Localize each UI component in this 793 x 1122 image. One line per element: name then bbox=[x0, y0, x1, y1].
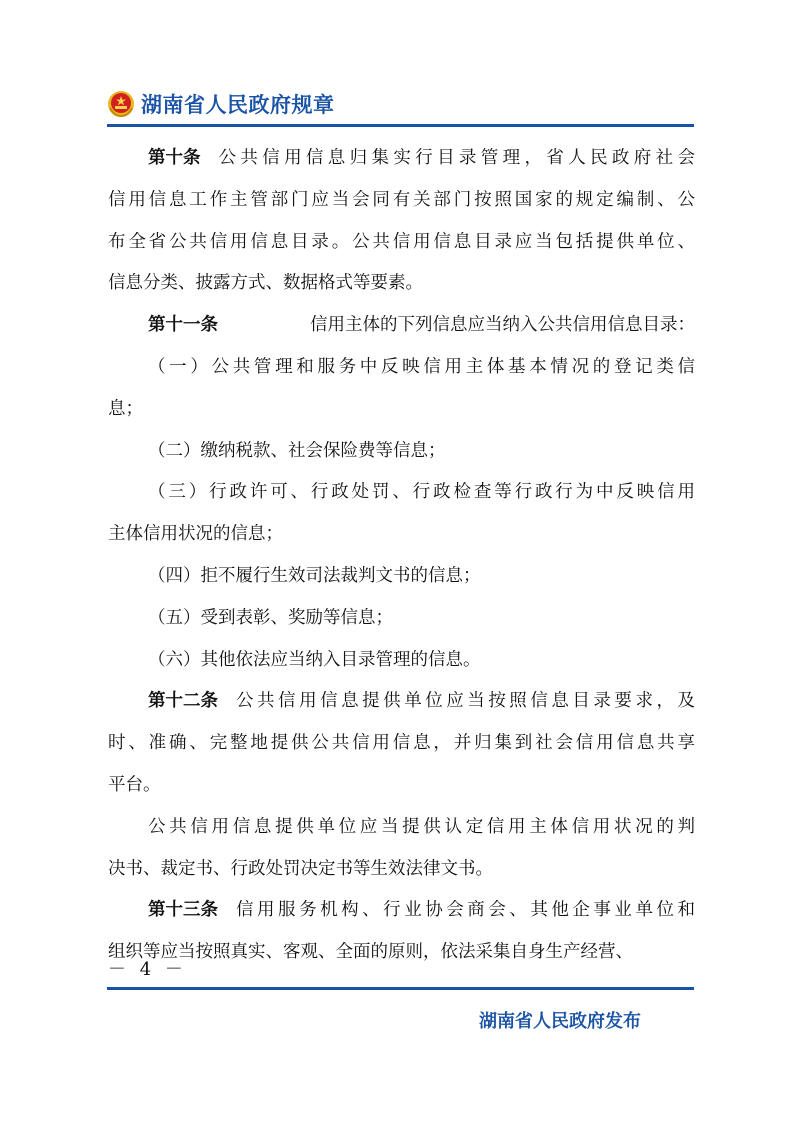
text-line-content: 信用服务机构、行业协会商会、其他企事业单位和 bbox=[236, 900, 695, 921]
text-line bbox=[108, 765, 695, 807]
text-line-content: 布全省公共信用信息目录。公共信用信息目录应当包括提供单位、 bbox=[108, 231, 695, 252]
text-line bbox=[108, 389, 695, 431]
text-line-content: （一）公共管理和服务中反映信用主体基本情况的登记类信 bbox=[148, 356, 695, 377]
article-number: 第十条 bbox=[148, 148, 201, 168]
text-line bbox=[108, 180, 695, 222]
page-header bbox=[107, 86, 335, 122]
header-title: 湖南省人民政府规章 bbox=[141, 93, 335, 117]
page-number: － 4 － bbox=[108, 959, 187, 980]
text-line-content: （三）行政许可、行政处罚、行政检查等行政行为中反映信用 bbox=[148, 482, 695, 503]
text-line bbox=[108, 807, 695, 849]
text-line bbox=[108, 890, 695, 932]
text-line bbox=[108, 222, 695, 264]
header-divider bbox=[107, 124, 694, 127]
footer-publisher: 湖南省人民政府发布 bbox=[479, 1011, 641, 1032]
text-line bbox=[108, 598, 695, 640]
article-number: 第十三条 bbox=[148, 900, 218, 921]
text-line-content: 组织等应当按照真实、客观、全面的原则，依法采集自身生产经营、 bbox=[108, 942, 633, 963]
text-line-content: 主体信用状况的信息； bbox=[108, 524, 283, 545]
text-line-content: 信息分类、披露方式、数据格式等要素。 bbox=[108, 273, 423, 294]
text-line-content: （六）其他依法应当纳入目录管理的信息。 bbox=[148, 649, 481, 670]
text-line bbox=[108, 514, 695, 556]
text-line bbox=[108, 681, 695, 723]
text-line-content: （二）缴纳税款、社会保险费等信息； bbox=[148, 440, 446, 461]
article-number: 第十二条 bbox=[148, 691, 218, 712]
text-line-content: 时、准确、完整地提供公共信用信息，并归集到社会信用信息共享 bbox=[108, 733, 695, 754]
text-line-content: 平台。 bbox=[108, 774, 161, 795]
text-line bbox=[108, 932, 695, 974]
footer-divider bbox=[107, 987, 694, 990]
text-line bbox=[108, 849, 695, 891]
article-number: 第十一条 bbox=[148, 315, 218, 336]
text-line-content: （五）受到表彰、奖励等信息； bbox=[148, 607, 393, 628]
national-emblem-icon bbox=[107, 90, 135, 118]
text-line-content: 息； bbox=[108, 398, 143, 419]
text-line bbox=[108, 640, 695, 682]
text-line-content: （四）拒不履行生效司法裁判文书的信息； bbox=[148, 565, 481, 586]
text-line bbox=[108, 347, 695, 389]
text-line-content: 公共信用信息提供单位应当按照信息目录要求，及 bbox=[236, 691, 695, 712]
text-line-content: 公共信用信息提供单位应当提供认定信用主体信用状况的判 bbox=[148, 816, 695, 837]
document-body bbox=[108, 138, 695, 974]
text-line bbox=[108, 431, 695, 473]
text-line-content: 信用主体的下列信息应当纳入公共信用信息目录： bbox=[310, 315, 695, 336]
text-line bbox=[108, 723, 695, 765]
text-line bbox=[108, 556, 695, 598]
text-line bbox=[108, 263, 695, 305]
text-line bbox=[108, 138, 695, 180]
text-line bbox=[108, 472, 695, 514]
text-line-content: 公共信用信息归集实行目录管理，省人民政府社会 bbox=[218, 148, 695, 168]
text-line-content: 信用信息工作主管部门应当会同有关部门按照国家的规定编制、公 bbox=[108, 189, 695, 210]
text-line-content: 决书、裁定书、行政处罚决定书等生效法律文书。 bbox=[108, 858, 493, 879]
text-line bbox=[108, 305, 695, 347]
